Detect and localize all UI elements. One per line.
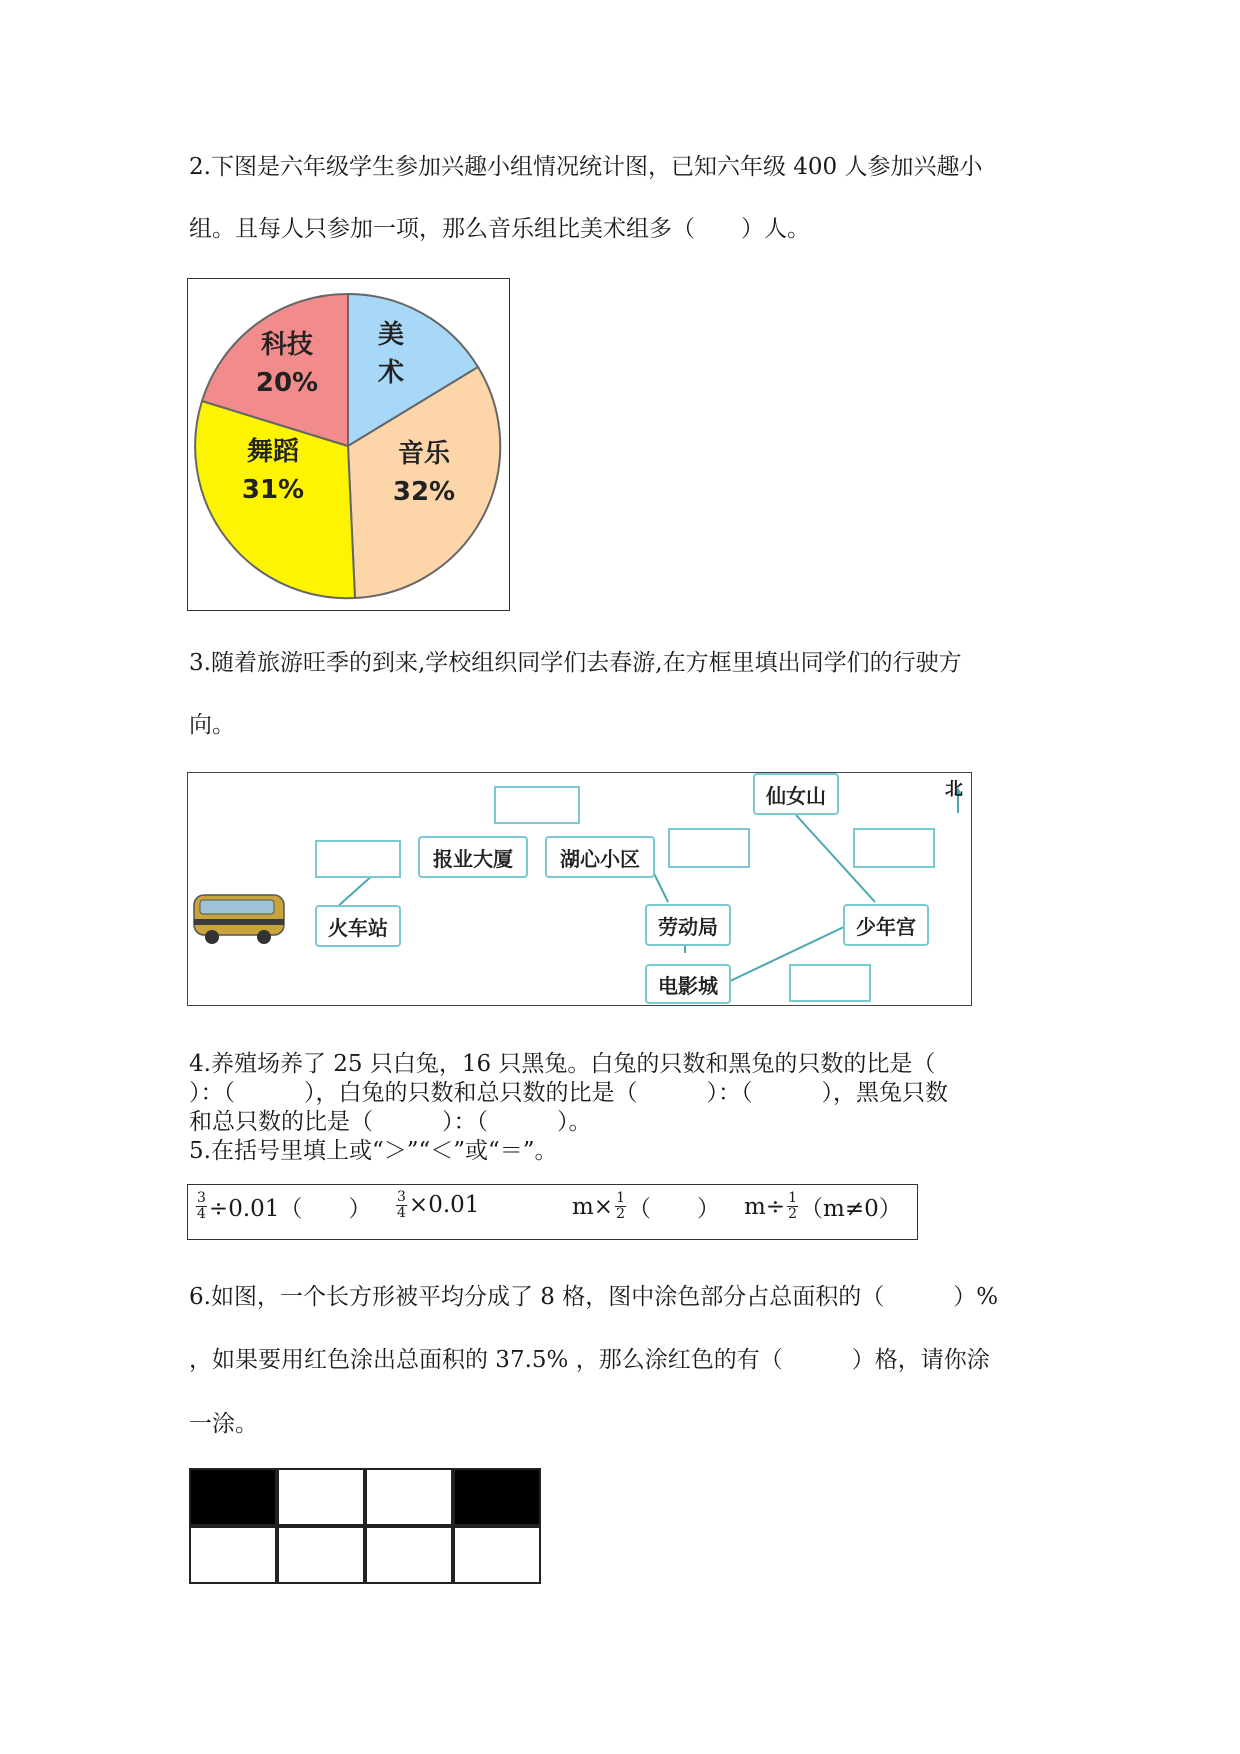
grid-cell[interactable] xyxy=(365,1468,453,1526)
pie-label-dance: 舞蹈 xyxy=(246,437,300,467)
direction-blank-5[interactable] xyxy=(789,964,871,1002)
direction-blank-2[interactable] xyxy=(315,840,401,878)
q6-line1: 6.如图，一个长方形被平均分成了 8 格，图中涂色部分占总面积的（ ）% xyxy=(189,1284,999,1310)
north-label: 北 xyxy=(945,779,963,800)
loc-huxin: 湖心小区 xyxy=(545,836,655,878)
comparison-b: $\frac{3}{4}$ ×0.01 xyxy=(397,1189,480,1221)
grid-cell[interactable] xyxy=(189,1526,277,1584)
route-map xyxy=(187,772,972,1006)
fraction-a: $\frac{3}{4}$ xyxy=(197,1190,206,1222)
comparison-box xyxy=(187,1184,918,1240)
direction-blank-3[interactable] xyxy=(668,828,750,868)
loc-xiannv: 仙女山 xyxy=(753,773,839,815)
fraction-d: $\frac{1}{2}$ xyxy=(788,1190,798,1222)
grid-cell[interactable] xyxy=(365,1526,453,1584)
pie-label-art-2: 术 xyxy=(377,358,405,388)
pie-label-music-pct: 32% xyxy=(392,477,456,507)
q2-line1: 2.下图是六年级学生参加兴趣小组情况统计图，已知六年级 400 人参加兴趣小 xyxy=(189,154,983,180)
pie-label-tech-pct: 20% xyxy=(255,368,319,398)
grid-cell[interactable] xyxy=(453,1526,541,1584)
comparison-c: m× $\frac{1}{2}$ （ ） xyxy=(572,1190,721,1222)
loc-shaonian: 少年宫 xyxy=(843,904,929,946)
q5-line1: 5.在括号里填上或“＞”“＜”或“＝”。 xyxy=(189,1138,558,1164)
q3-line2: 向。 xyxy=(189,712,235,738)
grid-cell[interactable] xyxy=(277,1526,365,1584)
fraction-c: $\frac{1}{2}$ xyxy=(616,1190,626,1222)
q4-line2: ）：（ ），白兔的只数和总只数的比是（ ）：（ ），黑兔只数 xyxy=(189,1080,948,1106)
direction-blank-1[interactable] xyxy=(494,786,580,824)
comparison-d: m÷ $\frac{1}{2}$ （m≠0） xyxy=(744,1190,902,1222)
grid-cell[interactable] xyxy=(277,1468,365,1526)
rectangle-grid xyxy=(189,1468,541,1584)
pie-label-tech: 科技 xyxy=(260,330,314,360)
bus-icon xyxy=(190,885,290,955)
loc-dianying: 电影城 xyxy=(645,964,731,1004)
grid-cell[interactable] xyxy=(453,1468,541,1526)
q4-line3: 和总只数的比是（ ）：（ ）。 xyxy=(189,1109,592,1135)
pie-chart xyxy=(188,279,508,609)
pie-label-music: 音乐 xyxy=(397,439,451,469)
q2-line2: 组。且每人只参加一项，那么音乐组比美术组多（ ）人。 xyxy=(189,216,810,242)
pie-chart-frame xyxy=(187,278,510,611)
comparison-a: $\frac{3}{4}$ ÷0.01（ ） xyxy=(197,1190,372,1222)
grid-cell[interactable] xyxy=(189,1468,277,1526)
q4-line1: 4.养殖场养了 25 只白兔，16 只黑兔。白兔的只数和黑兔的只数的比是（ xyxy=(189,1051,936,1077)
direction-blank-4[interactable] xyxy=(853,828,935,868)
q6-line3: 一涂。 xyxy=(189,1411,258,1437)
pie-label-dance-pct: 31% xyxy=(241,475,305,505)
pie-label-art-1: 美 xyxy=(377,320,405,350)
q3-line1: 3.随着旅游旺季的到来,学校组织同学们去春游,在方框里填出同学们的行驶方 xyxy=(189,650,962,676)
q6-line2: ，如果要用红色涂出总面积的 37.5% ，那么涂红色的有（ ）格，请你涂 xyxy=(189,1347,990,1373)
loc-laodong: 劳动局 xyxy=(645,904,731,946)
loc-baoye: 报业大厦 xyxy=(418,836,528,878)
fraction-b: $\frac{3}{4}$ xyxy=(397,1189,406,1221)
loc-huochezhan: 火车站 xyxy=(315,905,401,947)
